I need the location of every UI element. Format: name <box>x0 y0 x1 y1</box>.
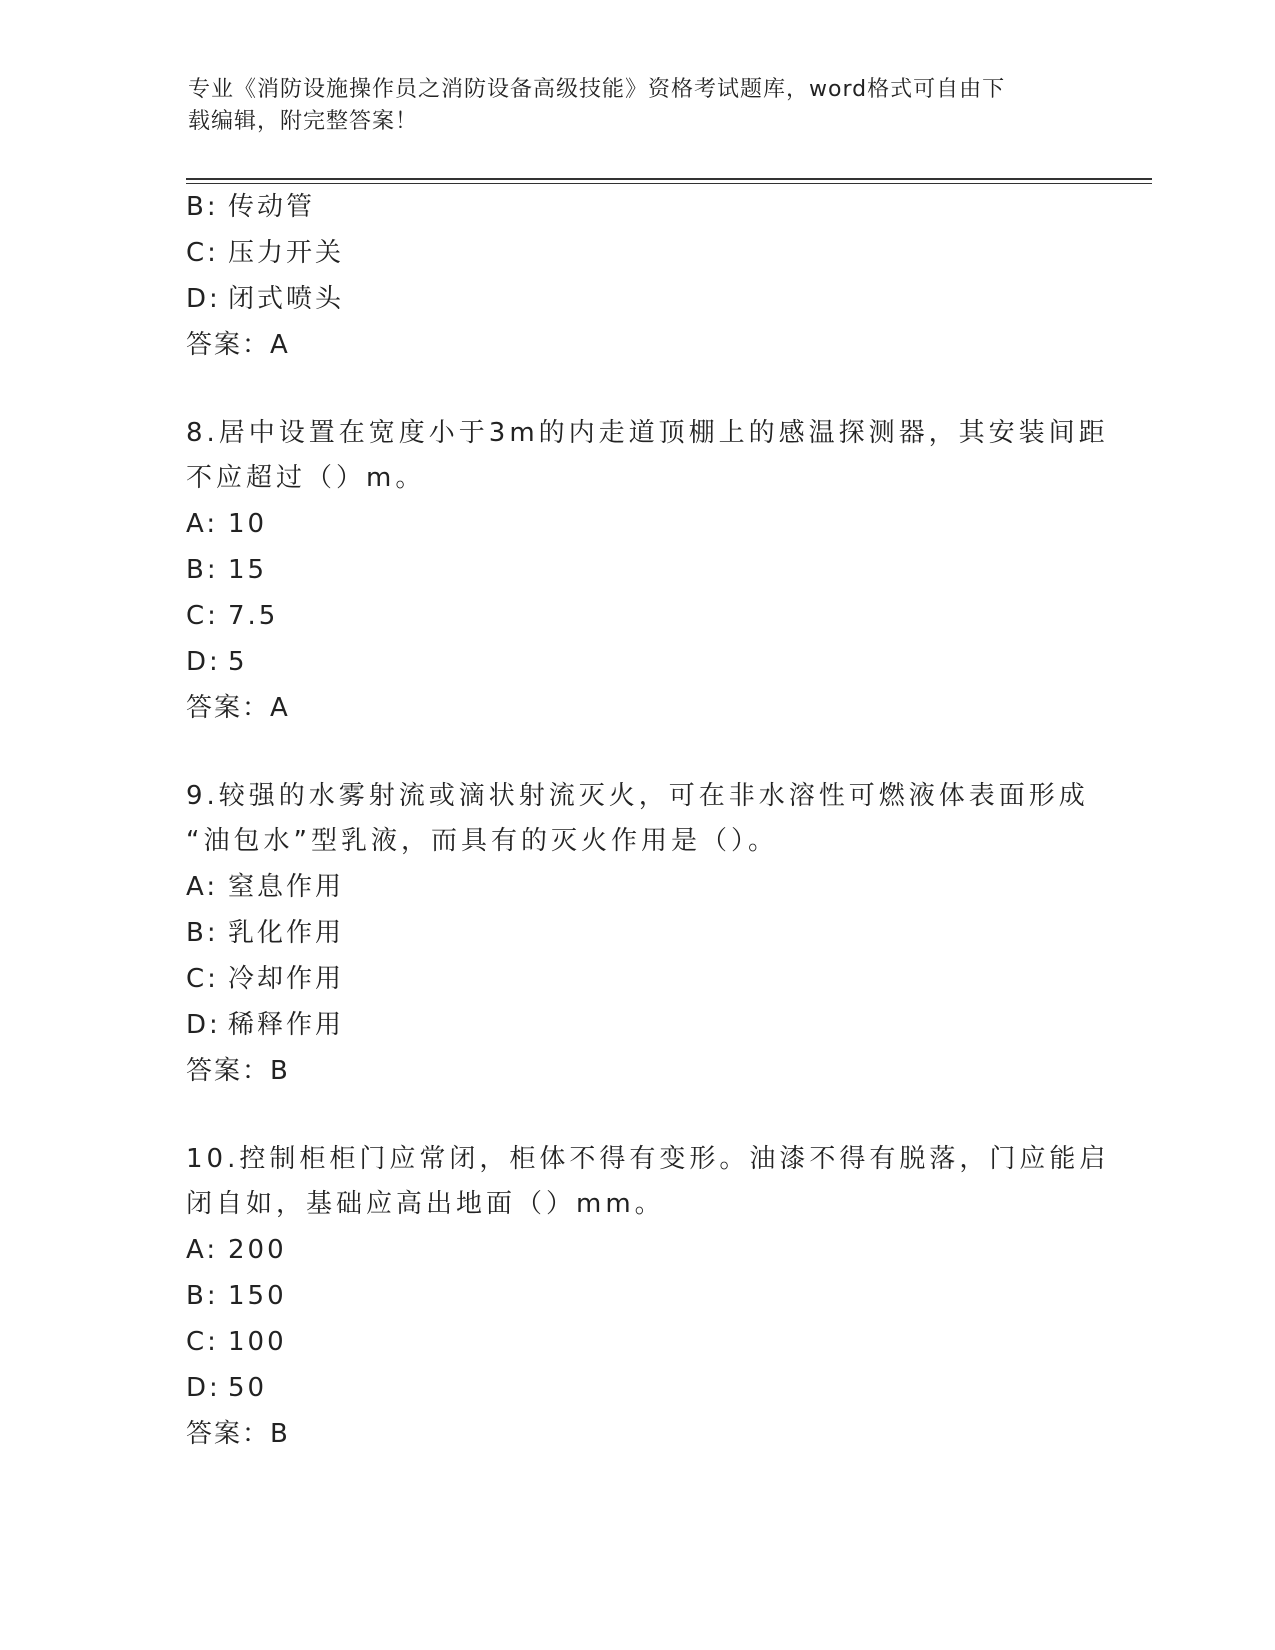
option-text: 15 <box>228 555 268 585</box>
question-stem <box>186 774 1089 864</box>
option-label: B: <box>186 555 219 585</box>
option-label: A: <box>186 872 219 902</box>
option-text: 10 <box>228 509 268 539</box>
question-stem <box>186 411 1109 501</box>
option-c <box>186 230 1086 276</box>
stem-line: 8.居中设置在宽度小于3m的内走道顶棚上的感温探测器，其安装间距 <box>186 418 1109 448</box>
option-text: 冷却作用 <box>228 964 345 994</box>
option-label: A: <box>186 1235 219 1265</box>
option-text: 7.5 <box>228 601 279 631</box>
option-d <box>186 639 1086 685</box>
option-label: D: <box>186 647 221 677</box>
header-line-1: 专业《消防设施操作员之消防设备高级技能》资格考试题库，word格式可自由下 <box>188 77 1006 102</box>
option-text: 传动管 <box>228 192 316 222</box>
option-text: 窒息作用 <box>228 872 345 902</box>
option-b <box>186 1273 1086 1319</box>
option-text: 50 <box>228 1373 268 1403</box>
option-label: C: <box>186 238 219 268</box>
option-text: 稀释作用 <box>228 1010 345 1040</box>
option-c <box>186 593 1086 639</box>
stem-line: 闭自如，基础应高出地面（）mm。 <box>186 1189 665 1219</box>
option-b <box>186 547 1086 593</box>
option-text: 乳化作用 <box>228 918 345 948</box>
option-label: D: <box>186 1373 221 1403</box>
option-label: D: <box>186 1010 221 1040</box>
answer-line: 答案：B <box>186 1056 290 1086</box>
option-label: C: <box>186 601 219 631</box>
question-content <box>186 188 1110 1457</box>
option-label: A: <box>186 509 219 539</box>
answer-line: 答案：B <box>186 1419 290 1449</box>
option-label: B: <box>186 918 219 948</box>
answer-line: 答案：A <box>186 693 290 723</box>
option-c <box>186 1319 1086 1365</box>
option-b <box>186 910 1086 956</box>
option-text: 压力开关 <box>228 238 345 268</box>
header-divider-thick <box>186 178 1152 180</box>
option-a <box>186 501 1086 547</box>
stem-line: 10.控制柜柜门应常闭，柜体不得有变形。油漆不得有脱落，门应能启 <box>186 1144 1110 1174</box>
option-label: C: <box>186 964 219 994</box>
option-label: D: <box>186 284 221 314</box>
option-text: 200 <box>228 1235 287 1265</box>
option-d <box>186 1002 1086 1048</box>
question-9 <box>186 774 1089 1094</box>
option-text: 100 <box>228 1327 287 1357</box>
option-b <box>186 184 1086 230</box>
stem-line: 9.较强的水雾射流或滴状射流灭火，可在非水溶性可燃液体表面形成 <box>186 781 1089 811</box>
stem-line: 不应超过（）m。 <box>186 463 426 493</box>
option-a <box>186 1227 1086 1273</box>
option-text: 闭式喷头 <box>228 284 345 314</box>
option-label: B: <box>186 1281 219 1311</box>
option-text: 150 <box>228 1281 287 1311</box>
option-d <box>186 1365 1086 1411</box>
continued-question <box>186 184 1086 368</box>
stem-line: “油包水”型乳液，而具有的灭火作用是（）。 <box>186 826 778 856</box>
option-d <box>186 276 1086 322</box>
option-a <box>186 864 1086 910</box>
option-label: C: <box>186 1327 219 1357</box>
option-c <box>186 956 1086 1002</box>
question-stem <box>186 1137 1110 1227</box>
option-text: 5 <box>228 647 248 677</box>
question-10 <box>186 1137 1110 1457</box>
answer-line: 答案：A <box>186 330 290 360</box>
option-label: B: <box>186 192 219 222</box>
header-line-2: 载编辑，附完整答案！ <box>188 109 419 134</box>
question-8 <box>186 411 1109 731</box>
document-header <box>188 74 1068 138</box>
